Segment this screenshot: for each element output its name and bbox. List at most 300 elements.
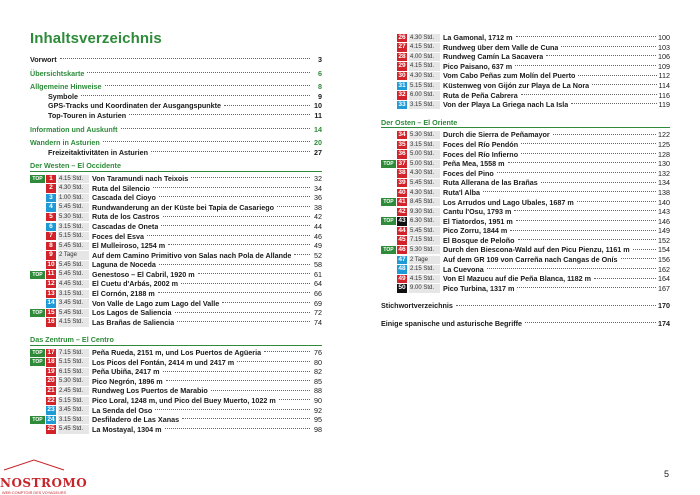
leader-dots: [158, 292, 310, 293]
tour-entry[interactable]: [30, 308, 322, 318]
tour-title: Durch die Sierra de Peñamayor: [443, 130, 550, 140]
leader-dots: [155, 409, 310, 410]
top-tour-badge: TOP: [30, 349, 45, 357]
tour-number-badge: 46: [398, 246, 406, 254]
tour-duration: 4.30 Std.: [58, 184, 89, 192]
tour-duration: 5.00 Std.: [409, 150, 440, 158]
tour-number-badge: 3: [46, 194, 56, 202]
leader-dots: [153, 187, 310, 188]
tour-entry[interactable]: [381, 81, 670, 91]
tour-number-badge: 26: [398, 33, 406, 41]
tour-title: Von Valle de Lago zum Lago del Valle: [92, 298, 220, 308]
entry-page-number: 11: [314, 110, 322, 120]
entry-page-number: 9: [318, 91, 322, 101]
tour-entry[interactable]: [30, 193, 322, 203]
leader-dots: [147, 235, 310, 236]
tour-number-badge: 45: [398, 236, 406, 244]
top-badge-placeholder: [30, 378, 45, 386]
tour-number-badge: 22: [47, 396, 55, 404]
tour-number-badge: 5: [46, 213, 56, 221]
leader-dots: [578, 75, 656, 76]
tour-number-badge: 38: [398, 169, 406, 177]
tour-page-number: 76: [314, 348, 322, 358]
tour-page-number: 85: [314, 376, 322, 386]
tour-duration: 3.15 Std.: [58, 223, 89, 231]
tour-entry[interactable]: [30, 425, 322, 435]
tour-duration: 5.00 Std.: [409, 160, 440, 168]
leader-dots: [191, 177, 310, 178]
tour-entry[interactable]: [30, 203, 322, 213]
tour-page-number: 119: [658, 100, 670, 110]
toc-section-entry[interactable]: [30, 125, 322, 135]
tour-number-badge: 9: [46, 251, 56, 259]
tour-number-badge: 24: [47, 415, 55, 423]
tour-title: Rundweg über dem Valle de Cuna: [443, 42, 559, 52]
tour-number-badge: 36: [398, 150, 406, 158]
tour-number-badge: 42: [398, 207, 406, 215]
entry-page-number: 3: [318, 55, 322, 64]
entry-title: Information und Auskunft: [30, 124, 118, 134]
tour-entry[interactable]: [30, 251, 322, 261]
leader-dots: [166, 380, 310, 381]
tour-entry[interactable]: [30, 184, 322, 194]
top-badge-placeholder: [381, 179, 396, 187]
tour-title: La Senda del Oso: [92, 405, 153, 415]
tour-duration: 2.15 Std.: [409, 265, 440, 273]
tour-page-number: 146: [658, 216, 670, 226]
tour-entry[interactable]: [30, 367, 322, 377]
tour-entry[interactable]: [381, 52, 670, 62]
tour-entry[interactable]: [381, 188, 670, 198]
tour-entry[interactable]: [30, 279, 322, 289]
tour-duration: 5.15 Std.: [58, 232, 89, 240]
tour-number-badge: 15: [47, 308, 55, 316]
tour-title: Genestoso – El Cabril, 1920 m: [92, 269, 195, 279]
tour-title: La Mostayal, 1304 m: [92, 424, 162, 434]
toc-subentry[interactable]: [30, 111, 322, 121]
tour-entry[interactable]: [30, 270, 322, 280]
entry-title: Symbole: [48, 91, 78, 101]
top-badge-placeholder: [30, 204, 45, 212]
toc-subentry[interactable]: [30, 92, 322, 102]
top-badge-placeholder: [30, 319, 45, 327]
tour-entry[interactable]: [30, 174, 322, 184]
tour-number-badge: 43: [398, 217, 406, 225]
tour-page-number: 90: [314, 396, 322, 405]
tour-entry[interactable]: [30, 377, 322, 387]
tour-page-number: 116: [658, 90, 670, 100]
tour-number-badge: 40: [398, 188, 406, 196]
tour-title: Ruta del Silencio: [92, 183, 150, 193]
tour-title: Von El Mazucu auf die Peña Blanca, 1182 m: [443, 274, 592, 284]
tour-title: Ruta de los Castros: [92, 212, 160, 222]
leader-dots: [163, 216, 311, 217]
tour-number-badge: 13: [47, 289, 55, 297]
entry-page-number: 10: [314, 101, 322, 111]
top-badge-placeholder: [381, 91, 396, 99]
top-badge-placeholder: [30, 261, 45, 269]
tour-page-number: 143: [658, 207, 670, 217]
tour-duration: 6.00 Std.: [409, 91, 440, 99]
tour-title: Durch den Biescona-Wald auf den Picu Pienzu, 1161 m: [443, 245, 630, 255]
tour-page-number: 49: [314, 241, 322, 251]
entry-title: Top-Touren in Asturien: [48, 110, 127, 120]
tour-entry[interactable]: [381, 284, 670, 294]
tour-entry[interactable]: [30, 212, 322, 222]
tour-entry[interactable]: [381, 265, 670, 275]
leader-dots: [277, 206, 310, 207]
tour-title: Peña Rueda, 2151 m, und Los Puertos de Agüeria: [92, 348, 262, 358]
tour-page-number: 32: [314, 173, 322, 183]
tour-number-badge: 39: [398, 178, 406, 186]
tour-duration: 5.45 Std.: [58, 270, 89, 278]
tour-title: Peña Ubiña, 2417 m: [92, 367, 160, 377]
tour-page-number: 149: [658, 226, 670, 236]
tour-duration: 4.30 Std.: [409, 169, 440, 177]
toc-subentry[interactable]: [30, 101, 322, 111]
tour-duration: 5.15 Std.: [58, 397, 89, 405]
tour-entry[interactable]: [30, 348, 322, 358]
tour-number-badge: 50: [398, 284, 406, 292]
tour-entry[interactable]: [30, 406, 322, 416]
leader-dots: [222, 302, 310, 303]
tour-title: Ruta Allerana de las Brañas: [443, 178, 538, 188]
tour-title: Von der Playa La Griega nach La Isla: [443, 100, 569, 110]
tour-number-badge: 7: [46, 232, 56, 240]
top-badge-placeholder: [30, 242, 45, 250]
leader-dots: [525, 322, 656, 323]
tour-entry[interactable]: [381, 169, 670, 179]
tour-title: Foces del Río Pendón: [443, 139, 519, 149]
top-badge-placeholder: [381, 131, 396, 139]
tour-duration: 5.30 Std.: [409, 246, 440, 254]
top-badge-placeholder: [381, 227, 396, 235]
leader-dots: [621, 258, 656, 259]
leader-dots: [518, 239, 657, 240]
tour-entry[interactable]: [381, 226, 670, 236]
top-tour-badge: TOP: [381, 160, 396, 168]
tour-entry[interactable]: [381, 62, 670, 72]
tour-entry[interactable]: [381, 140, 670, 150]
tour-title: Laguna de Noceda: [92, 260, 156, 270]
top-badge-placeholder: [30, 368, 45, 376]
top-badge-placeholder: [381, 275, 396, 283]
tour-list-west: [30, 174, 322, 328]
tour-entry[interactable]: [381, 130, 670, 140]
leader-dots: [264, 351, 310, 352]
tour-title: Los Picos del Fontán, 2414 m und 2417 m: [92, 357, 235, 367]
tour-number-badge: 23: [47, 406, 55, 414]
top-badge-placeholder: [381, 256, 396, 264]
tour-duration: 4.30 Std.: [409, 34, 440, 42]
tour-page-number: 164: [658, 274, 670, 284]
toc-subentry[interactable]: [30, 148, 322, 158]
toc-section-entry[interactable]: [30, 138, 322, 148]
leader-dots: [161, 225, 310, 226]
leader-dots: [516, 220, 656, 221]
top-tour-badge: TOP: [30, 175, 45, 183]
tour-entry[interactable]: [381, 100, 670, 110]
leader-dots: [592, 84, 656, 85]
tour-entry[interactable]: [30, 260, 322, 270]
top-badge-placeholder: [30, 397, 45, 405]
tour-number-badge: 37: [398, 159, 406, 167]
leader-dots: [211, 390, 310, 391]
tour-title: Pico Paisano, 637 m: [443, 61, 513, 71]
tour-duration: 5.30 Std.: [409, 131, 440, 139]
tour-page-number: 130: [658, 159, 670, 169]
tour-entry[interactable]: [381, 245, 670, 255]
tour-duration: 9.30 Std.: [409, 208, 440, 216]
front-matter-list: [30, 55, 322, 157]
top-badge-placeholder: [381, 72, 396, 80]
toc-section-entry[interactable]: [30, 69, 322, 79]
top-badge-placeholder: [381, 150, 396, 158]
tour-duration: 7.15 Std.: [409, 236, 440, 244]
tour-duration: 3.15 Std.: [409, 101, 440, 109]
top-badge-placeholder: [30, 406, 45, 414]
top-badge-placeholder: [381, 53, 396, 61]
leader-dots: [159, 196, 310, 197]
leader-dots: [508, 162, 656, 163]
logo-mark: [0, 459, 68, 471]
toc-entry[interactable]: [381, 319, 670, 329]
tour-page-number: 140: [658, 197, 670, 207]
tour-page-number: 80: [314, 357, 322, 367]
tour-title: Ruta'l Alba: [443, 187, 480, 197]
leader-dots: [516, 36, 656, 37]
tour-number-badge: 4: [46, 203, 56, 211]
tour-page-number: 156: [658, 255, 670, 265]
tour-title: El Cuetu d'Arbás, 2002 m: [92, 279, 178, 289]
toc-entry[interactable]: [381, 301, 670, 311]
top-badge-placeholder: [30, 232, 45, 240]
tour-page-number: 109: [658, 61, 670, 71]
tour-entry[interactable]: [381, 236, 670, 246]
tour-title: Los Arrudos und Lago Ubales, 1687 m: [443, 197, 574, 207]
page-title: Inhaltsverzeichnis: [30, 30, 162, 47]
tour-entry[interactable]: [381, 33, 670, 43]
tour-entry[interactable]: [381, 43, 670, 53]
tour-number-badge: 28: [398, 52, 406, 60]
tour-duration: 5.45 Std.: [409, 227, 440, 235]
entry-title: Übersichtskarte: [30, 68, 85, 78]
tour-page-number: 66: [314, 289, 322, 299]
tour-duration: 5.30 Std.: [58, 377, 89, 385]
tour-duration: 5.15 Std.: [58, 358, 89, 366]
tour-entry[interactable]: [381, 255, 670, 265]
logo-text: NOSTROMO: [0, 476, 88, 490]
entry-page-number: 8: [318, 82, 322, 92]
tour-duration: 3.15 Std.: [58, 416, 89, 424]
tour-title: Auf dem Camino Primitivo von Salas nach Pola de Allande: [92, 250, 292, 260]
leader-dots: [224, 105, 310, 106]
leader-dots: [279, 399, 310, 400]
logo-subtext: WEB·COMPTOIR DES VOYAGEURS: [2, 491, 66, 495]
leader-dots: [571, 103, 656, 104]
leader-dots: [177, 321, 310, 322]
tour-entry[interactable]: [30, 396, 322, 406]
tour-number-badge: 33: [398, 100, 406, 108]
tour-duration: 7.15 Std.: [58, 349, 89, 357]
tour-entry[interactable]: [30, 358, 322, 368]
tour-title: Auf dem GR 109 von Carreña nach Cangas de Onís: [443, 255, 618, 265]
tour-page-number: 154: [658, 245, 670, 255]
tour-entry[interactable]: [30, 289, 322, 299]
leader-dots: [60, 58, 310, 59]
tour-entry[interactable]: [381, 91, 670, 101]
tour-number-badge: 30: [398, 71, 406, 79]
tour-title: Pico Zorru, 1844 m: [443, 226, 508, 236]
top-badge-placeholder: [381, 63, 396, 71]
toc-section-entry[interactable]: [30, 82, 322, 92]
tour-page-number: 52: [314, 250, 322, 260]
leader-dots: [561, 46, 656, 47]
top-badge-placeholder: [381, 265, 396, 273]
tour-page-number: 42: [314, 212, 322, 222]
tour-page-number: 74: [314, 317, 322, 327]
tour-duration: 8.45 Std.: [409, 198, 440, 206]
leader-dots: [237, 361, 310, 362]
tour-page-number: 92: [314, 405, 322, 415]
leader-dots: [594, 278, 656, 279]
leader-dots: [497, 172, 656, 173]
region-heading-center: Das Zentrum – El Centro: [30, 335, 322, 346]
tour-duration: 4.30 Std.: [409, 72, 440, 80]
leader-dots: [151, 151, 310, 152]
tour-page-number: 98: [314, 424, 322, 434]
leader-dots: [121, 128, 310, 129]
tour-page-number: 72: [314, 308, 322, 318]
entry-title: GPS-Tracks und Koordinaten der Ausgangspunkte: [48, 101, 222, 111]
tour-title: El Bosque de Peloño: [443, 235, 515, 245]
tour-entry[interactable]: [381, 217, 670, 227]
tour-page-number: 152: [658, 235, 670, 245]
tour-duration: 4.45 Std.: [58, 280, 89, 288]
tour-duration: 3.15 Std.: [409, 141, 440, 149]
leader-dots: [517, 287, 656, 288]
tour-entry[interactable]: [381, 150, 670, 160]
toc-right-column: [381, 33, 670, 337]
tour-entry[interactable]: [381, 159, 670, 169]
leader-dots: [103, 141, 310, 142]
entry-page-number: 174: [658, 319, 670, 329]
tour-title: Cascada del Cioyo: [92, 193, 156, 203]
tour-duration: 5.45 Std.: [58, 203, 89, 211]
leader-dots: [483, 191, 656, 192]
tour-duration: 5.45 Std.: [409, 179, 440, 187]
leader-dots: [163, 371, 310, 372]
tour-page-number: 122: [658, 130, 670, 140]
tour-page-number: 44: [314, 221, 322, 231]
tour-number-badge: 17: [47, 348, 55, 356]
page-number: 5: [664, 469, 670, 479]
tour-page-number: 46: [314, 231, 322, 241]
tour-entry[interactable]: [381, 207, 670, 217]
tour-duration: 5.45 Std.: [58, 309, 89, 317]
tour-list-center: [30, 348, 322, 434]
tour-title: Cascadas de Oneta: [92, 221, 159, 231]
tour-entry[interactable]: [381, 71, 670, 81]
tour-page-number: 82: [314, 367, 322, 377]
tour-entry[interactable]: [30, 222, 322, 232]
tour-page-number: 36: [314, 193, 322, 203]
tour-entry[interactable]: [30, 318, 322, 328]
publisher-logo: [0, 458, 88, 495]
leader-dots: [159, 264, 310, 265]
top-badge-placeholder: [381, 43, 396, 51]
tour-title: Vom Cabo Peñas zum Molín del Puerto: [443, 71, 576, 81]
top-badge-placeholder: [381, 82, 396, 90]
tour-entry[interactable]: [30, 415, 322, 425]
leader-dots: [165, 428, 310, 429]
tour-number-badge: 10: [47, 260, 55, 268]
tour-entry[interactable]: [30, 241, 322, 251]
tour-entry[interactable]: [381, 198, 670, 208]
tour-page-number: 69: [314, 298, 322, 308]
tour-page-number: 61: [314, 269, 322, 279]
leader-dots: [521, 153, 656, 154]
toc-entry[interactable]: [30, 55, 322, 65]
tour-number-badge: 29: [398, 62, 406, 70]
leader-dots: [487, 268, 656, 269]
entry-title: Wandern in Asturien: [30, 138, 100, 148]
tour-title: Pico Loral, 1248 m, und Pico del Buey Muerto, 1022 m: [92, 396, 276, 405]
tour-entry[interactable]: [381, 178, 670, 188]
top-tour-badge: TOP: [30, 358, 45, 366]
tour-entry[interactable]: [30, 386, 322, 396]
tour-entry[interactable]: [30, 299, 322, 309]
tour-duration: 3.45 Std.: [58, 299, 89, 307]
top-badge-placeholder: [381, 101, 396, 109]
tour-number-badge: 6: [46, 223, 56, 231]
tour-page-number: 64: [314, 279, 322, 289]
tour-number-badge: 48: [398, 265, 406, 273]
leader-dots: [514, 210, 656, 211]
leader-dots: [129, 114, 310, 115]
tour-title: Rundweg Los Puertos de Marabio: [92, 386, 208, 396]
tour-number-badge: 49: [398, 274, 406, 282]
tour-page-number: 34: [314, 183, 322, 193]
top-tour-badge: TOP: [381, 198, 396, 206]
leader-dots: [198, 273, 310, 274]
tour-number-badge: 47: [398, 255, 406, 263]
tour-number-badge: 41: [398, 198, 406, 206]
tour-number-badge: 34: [398, 130, 406, 138]
tour-number-badge: 12: [47, 280, 55, 288]
tour-duration: 3.45 Std.: [58, 406, 89, 414]
tour-title: Pico Negrón, 1896 m: [92, 376, 163, 386]
top-badge-placeholder: [381, 34, 396, 42]
tour-number-badge: 25: [47, 425, 55, 433]
tour-entry[interactable]: [30, 232, 322, 242]
tour-title: El Mulleiroso, 1254 m: [92, 241, 166, 251]
leader-dots: [521, 94, 657, 95]
tour-entry[interactable]: [381, 274, 670, 284]
leader-dots: [182, 418, 310, 419]
tour-page-number: 58: [314, 260, 322, 270]
tour-number-badge: 11: [47, 270, 55, 278]
region-heading-west: Der Westen – El Occidente: [30, 161, 322, 172]
tour-page-number: 132: [658, 168, 670, 178]
tour-duration: 4.15 Std.: [409, 43, 440, 51]
tour-number-badge: 1: [46, 175, 56, 183]
leader-dots: [546, 55, 656, 56]
top-badge-placeholder: [30, 223, 45, 231]
tour-number-badge: 18: [47, 358, 55, 366]
leader-dots: [175, 312, 311, 313]
leader-dots: [510, 230, 656, 231]
